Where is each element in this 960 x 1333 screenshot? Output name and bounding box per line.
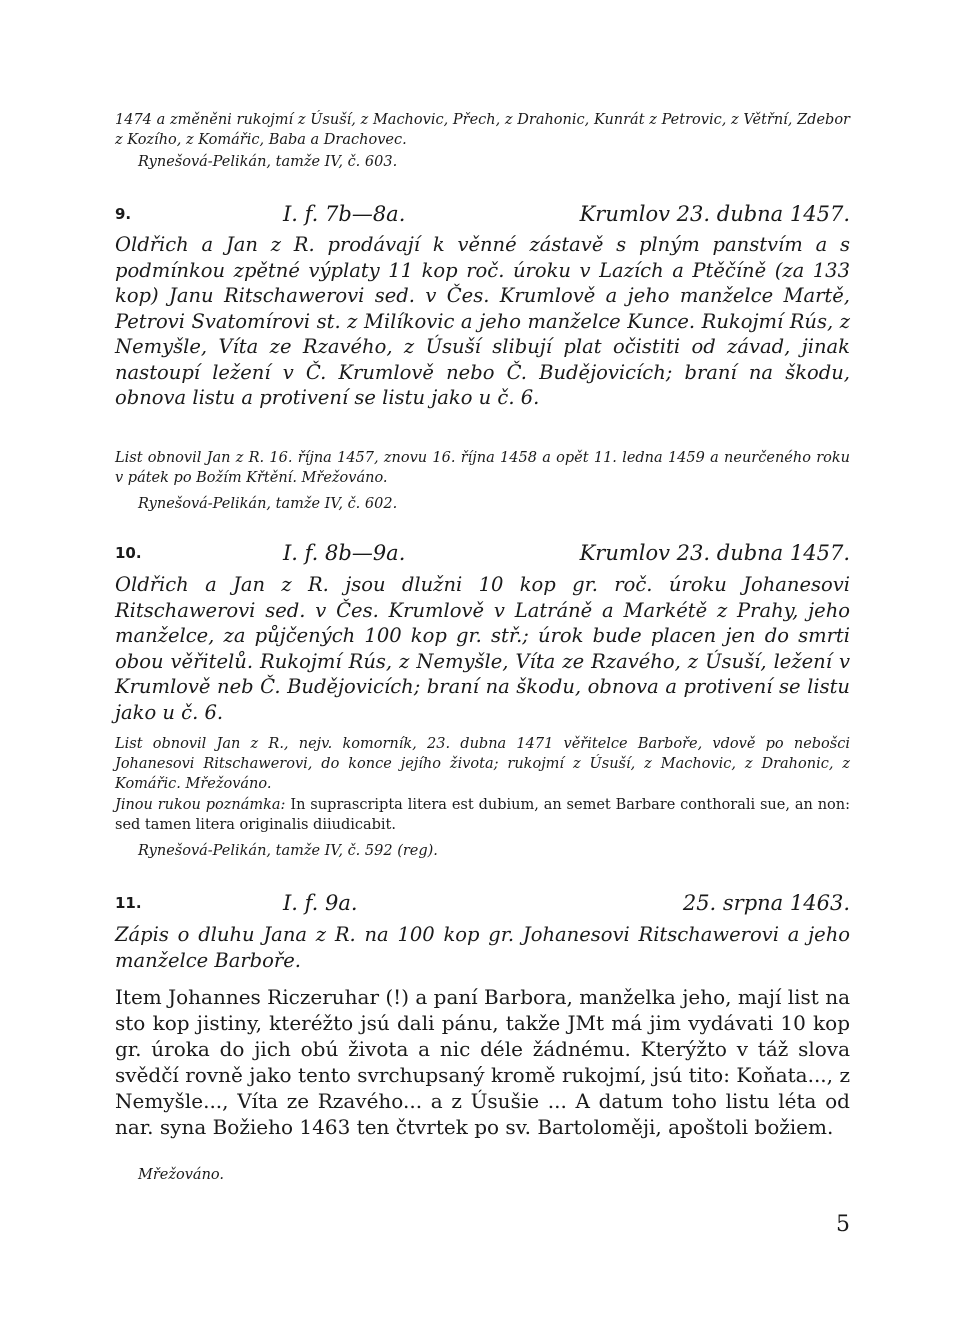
entry-10-note2-text: In suprascripta litera est dubium, an semet Barbare conthorali sue, an non: sed tamen litera originalis diiudicabit.: [115, 797, 851, 833]
top-fragment-text: 1474 a změněni rukojmí z Úsuší, z Machovic, Přech, z Drahonic, Kunrát z Petrovic, z Větřní, Zdebor z Kozího, z Komářic, Baba a Drachovec.: [115, 112, 850, 148]
entry-10-place-date: Krumlov 23. dubna 1457.: [579, 541, 850, 565]
entry-11-summary: Zápis o dluhu Jana z R. na 100 kop gr. Johanesovi Ritschawerovi a jeho manželce Barboře.: [115, 923, 850, 972]
entry-11-folio: I. f. 9a.: [283, 891, 358, 915]
entry-9-number: 9.: [115, 205, 132, 223]
entry-9-place-date: Krumlov 23. dubna 1457.: [579, 202, 850, 226]
entry-10-folio: I. f. 8b—9a.: [283, 541, 406, 565]
entry-11-number: 11.: [115, 894, 142, 912]
top-fragment-source: Rynešová-Pelikán, tamže IV, č. 603.: [138, 154, 398, 170]
entry-9-summary: Oldřich a Jan z R. prodávají k věnné zástavě s plným panstvím a s podmínkou zpětné výplaty 11 kop roč. úroku v Lazích a Ptěčíně (za 133 kop) Janu Ritschawerovi sed. v Čes. Krumlově a jeho manželce Martě, Petrovi Svatomírovi st. z Milíkovic a jeho manželce Kunce. Rukojmí Rús, z Nemyšle, Víta ze Rzavého, z Úsuší slibují plat očistiti od závad, jinak nastoupí ležení v Č. Krumlově nebo Č. Budějovicích; braní na škodu, obnova listu a protivení se listu jako u č. 6.: [115, 233, 850, 409]
entry-9-heading: [115, 199, 850, 229]
entry-9-source: Rynešová-Pelikán, tamže IV, č. 602.: [138, 496, 398, 512]
entry-10-heading: [115, 538, 850, 568]
entry-11-text: Item Johannes Riczeruhar (!) a paní Barbora, manželka jeho, mají list na sto kop jistiny, kteréžto jsú dali pánu, takže JMt má jim vydávati 10 kop gr. úroka do jich obú života a nic déle žádnému. Kterýžto v táž slova svědčí rovně jako tento svrchupsaný kromě rukojmí, jsú tito: Koňata..., z Nemyšle..., Víta ze Rzavého... a z Úsušie ... A datum toho listu léta od nar. syna Božieho 1463 ten čtvrtek po sv. Bartoloměji, apoštoli božiem.: [115, 985, 850, 1139]
entry-9-folio: I. f. 7b—8a.: [283, 202, 406, 226]
entry-10-note2-label: Jinou rukou poznámka:: [115, 797, 286, 813]
entry-11-heading: [115, 888, 850, 918]
entry-11-place-date: 25. srpna 1463.: [682, 891, 850, 915]
entry-10-summary: Oldřich a Jan z R. jsou dlužni 10 kop gr. roč. úroku Johanesovi Ritschawerovi sed. v Čes. Krumlově v Latráně a Markétě z Prahy, jeho manželce, za půjčených 100 kop gr. stř.; úrok bude placen jen do smrti obou věřitelů. Rukojmí Rús, z Nemyšle, Víta ze Rzavého, z Úsuší, ležení v Krumlově neb Č. Budějovicích; braní na škodu, obnova a protivení se listu jako u č. 6.: [115, 573, 850, 724]
entry-10-note: List obnovil Jan z R., nejv. komorník, 23. dubna 1471 věřitelce Barboře, vdově po nebošci Johanesovi Ritschawerovi, do konce jejího života; rukojmí z Úsuší, z Machovic, z Drahonic, z Komářic. Mřežováno.: [115, 736, 850, 792]
entry-10-note2: [115, 795, 850, 835]
entry-11-note: Mřežováno.: [138, 1167, 224, 1183]
page-number: 5: [836, 1212, 850, 1237]
entry-10-number: 10.: [115, 544, 142, 562]
entry-10-source: Rynešová-Pelikán, tamže IV, č. 592 (reg).: [138, 843, 438, 859]
entry-9-note: List obnovil Jan z R. 16. října 1457, znovu 16. října 1458 a opět 11. ledna 1459 a neurčeného roku v pátek po Božím Křtění. Mřežováno.: [115, 450, 850, 486]
